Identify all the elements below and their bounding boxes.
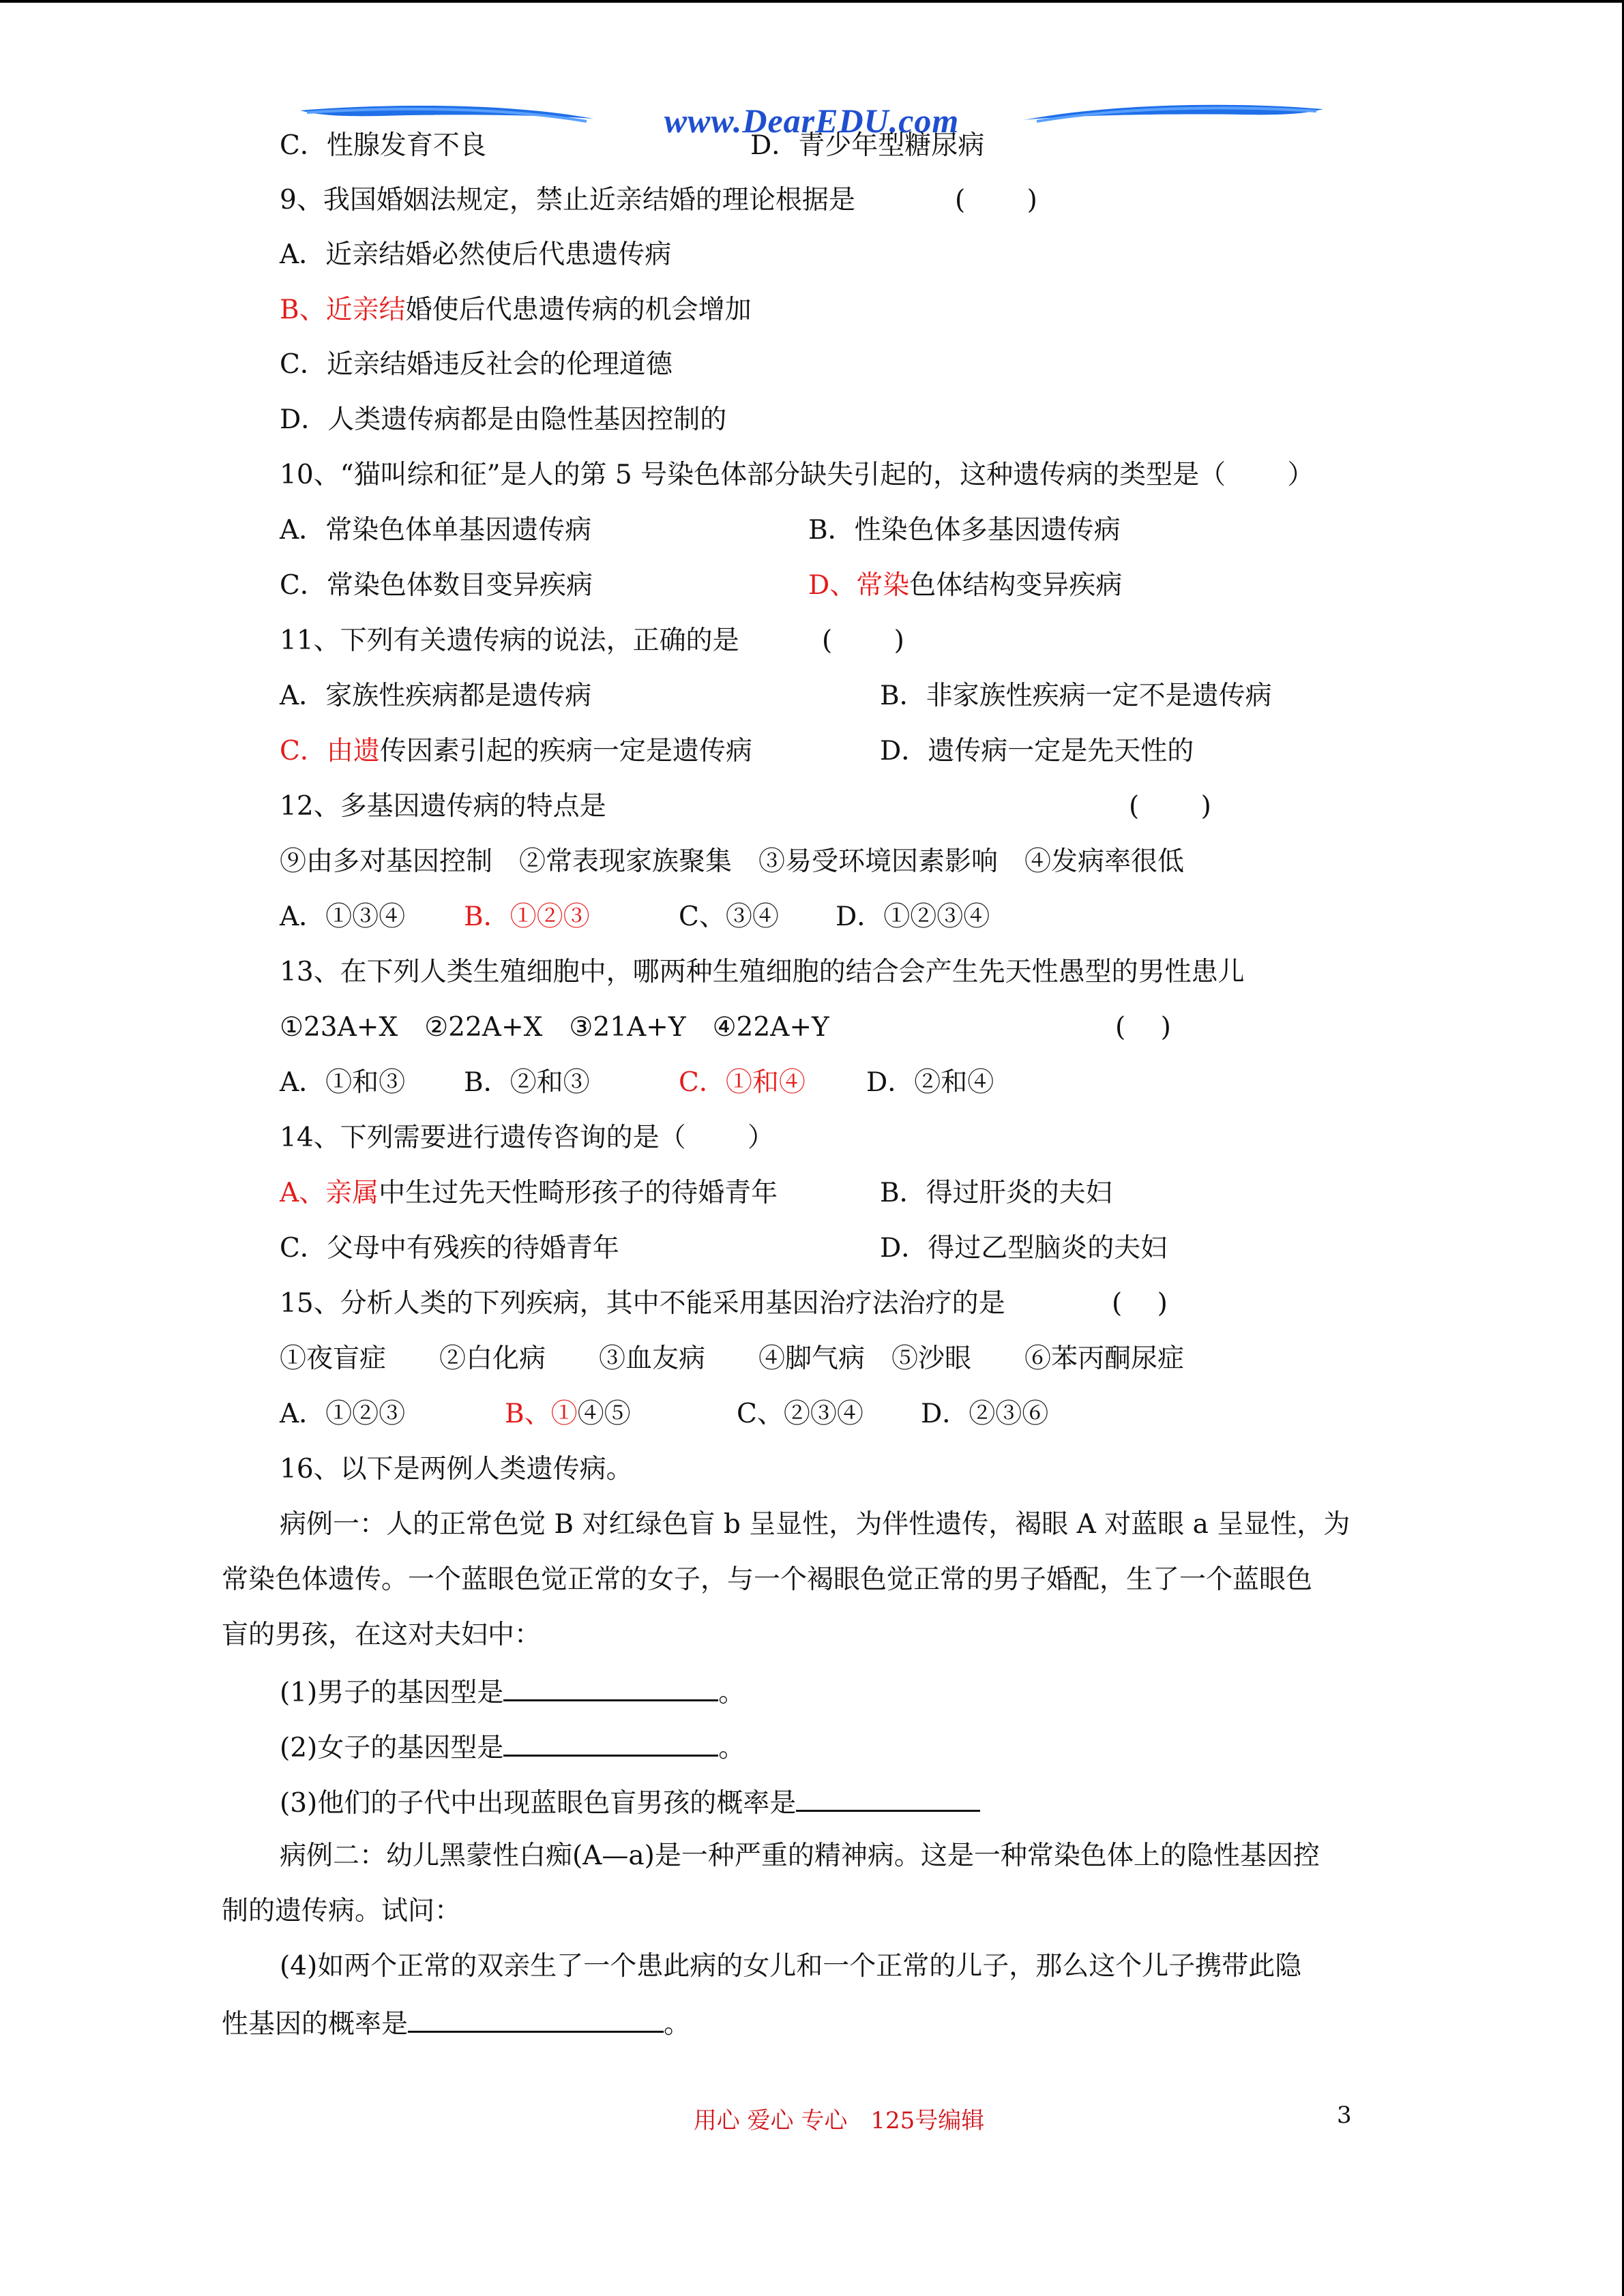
text-segment: B．性染色体多基因遗传病: [808, 515, 1121, 546]
text-segment: 14、下列需要进行遗传咨询的是（ ）: [280, 1122, 775, 1153]
text-segment: 9、我国婚姻法规定，禁止近亲结婚的理论根据是: [280, 185, 855, 215]
text-segment: ( ): [1115, 1012, 1171, 1043]
answer-highlight: D、常染: [808, 570, 910, 601]
text-line: [955, 183, 1037, 218]
answer-highlight: C．由遗: [280, 736, 380, 766]
text-line: [679, 1066, 806, 1100]
text-line: [880, 679, 1272, 713]
text-line: [280, 1397, 405, 1431]
text-line: [222, 1618, 541, 1652]
text-line: [222, 1563, 1312, 1597]
text-segment: C．近亲结婚违反社会的伦理道德: [280, 349, 673, 380]
text-segment: 传因素引起的疾病一定是遗传病: [379, 736, 752, 766]
text-line: [866, 1066, 994, 1100]
text-line: [280, 790, 606, 824]
text-segment: (1)男子的基因型是: [280, 1678, 504, 1708]
text-segment: C．性腺发育不良: [280, 130, 486, 161]
text-line: [280, 1287, 1005, 1321]
text-line: [280, 1232, 619, 1266]
text-line: [280, 1176, 778, 1210]
text-segment: 中生过先天性畸形孩子的待婚青年: [379, 1178, 778, 1208]
text-line: [808, 569, 1122, 603]
text-segment: D．青少年型糖尿病: [750, 130, 985, 161]
answer-blank[interactable]: [796, 1784, 980, 1812]
text-line: [836, 900, 990, 934]
text-segment: A．常染色体单基因遗传病: [280, 515, 592, 546]
text-segment: 性基因的概率是: [222, 2009, 409, 2040]
text-segment: A．①③④: [280, 901, 406, 932]
text-line: [1129, 790, 1211, 824]
text-segment: (3)他们的子代中出现蓝眼色盲男孩的概率是: [280, 1788, 797, 1819]
text-segment: C、②③④: [737, 1399, 863, 1429]
answer-blank[interactable]: [503, 1673, 718, 1701]
page-number: 3: [1337, 2102, 1352, 2129]
text-line: [280, 1508, 1350, 1542]
text-segment: ①夜盲症 ②白化病 ③血友病 ④脚气病 ⑤沙眼 ⑥苯丙酮尿症: [280, 1343, 1185, 1374]
text-line: [679, 900, 779, 934]
text-line: [737, 1397, 863, 1431]
text-line: [280, 1729, 745, 1763]
text-line: [280, 679, 591, 713]
text-segment: 12、多基因遗传病的特点是: [280, 791, 606, 822]
text-segment: 16、以下是两例人类遗传病。: [280, 1454, 633, 1485]
text-segment: B．②和③: [464, 1067, 590, 1098]
answer-highlight: B．①②③: [464, 901, 590, 932]
text-line: [880, 734, 1194, 769]
text-segment: B．得过肝炎的夫妇: [880, 1178, 1112, 1208]
text-segment: D．人类遗传病都是由隐性基因控制的: [280, 404, 727, 435]
text-line: [1115, 1011, 1171, 1045]
text-segment: B．非家族性疾病一定不是遗传病: [880, 681, 1272, 711]
text-segment: (2)女子的基因型是: [280, 1733, 504, 1763]
text-segment: A．近亲结婚必然使后代患遗传病: [280, 239, 672, 270]
text-segment: C．父母中有残疾的待婚青年: [280, 1233, 619, 1264]
text-line: [280, 183, 855, 218]
text-segment: C、③④: [679, 901, 779, 932]
text-line: [280, 293, 752, 327]
text-line: [880, 1232, 1167, 1266]
text-line: [880, 1176, 1112, 1210]
text-line: [280, 1011, 829, 1045]
text-segment: 色体结构变异疾病: [909, 570, 1123, 601]
text-segment: ( ): [1129, 791, 1211, 822]
text-line: [464, 1066, 590, 1100]
text-segment: D．①②③④: [836, 901, 990, 932]
text-segment: (4)如两个正常的双亲生了一个患此病的女儿和一个正常的儿子，那么这个儿子携带此隐: [280, 1951, 1302, 1982]
text-segment: ( ): [955, 185, 1037, 215]
text-segment: 。: [718, 1678, 745, 1708]
text-line: [280, 348, 673, 382]
text-segment: ⑨由多对基因控制 ②常表现家族聚集 ③易受环境因素影响 ④发病率很低: [280, 846, 1185, 877]
text-segment: D．②和④: [866, 1067, 994, 1098]
text-segment: ( ): [1112, 1288, 1168, 1319]
text-line: [280, 458, 1314, 492]
text-segment: 常染色体遗传。一个蓝眼色觉正常的女子，与一个褐眼色觉正常的男子婚配，生了一个蓝眼色: [222, 1564, 1313, 1595]
text-line: [280, 1950, 1301, 1984]
text-line: [464, 900, 590, 934]
text-segment: 病例一：人的正常色觉 B 对红绿色盲 b 呈显性，为伴性遗传，褐眼 A 对蓝眼 a 呈显性，为: [280, 1509, 1350, 1540]
site-name[interactable]: www.DearEDU.com: [664, 102, 960, 140]
text-segment: 15、分析人类的下列疾病，其中不能采用基因治疗法治疗的是: [280, 1288, 1005, 1319]
text-line: [280, 1673, 745, 1708]
text-line: [921, 1397, 1048, 1431]
text-segment: 11、下列有关遗传病的说法，正确的是: [280, 625, 739, 656]
text-segment: D．遗传病一定是先天性的: [880, 736, 1194, 766]
text-line: [280, 1784, 980, 1818]
text-segment: 。: [664, 2009, 691, 2040]
answer-highlight: B、①: [505, 1399, 578, 1429]
text-segment: 13、在下列人类生殖细胞中，哪两种生殖细胞的结合会产生先天性愚型的男性患儿: [280, 957, 1245, 987]
answer-highlight: B、近亲结: [280, 295, 406, 325]
text-line: [280, 734, 752, 769]
answer-highlight: C．①和④: [679, 1067, 806, 1098]
text-line: [280, 955, 1245, 989]
text-line: [280, 1121, 774, 1155]
answer-highlight: A、亲属: [280, 1178, 379, 1208]
text-line: [280, 900, 405, 934]
answer-blank[interactable]: [503, 1729, 718, 1757]
text-line: [280, 238, 671, 272]
text-segment: A．家族性疾病都是遗传病: [280, 681, 592, 711]
text-segment: D．得过乙型脑炎的夫妇: [880, 1233, 1168, 1264]
text-line: [280, 1342, 1184, 1376]
text-segment: A．①和③: [280, 1067, 406, 1098]
text-segment: ①23A+X ②22A+X ③21A+Y ④22A+Y: [280, 1012, 829, 1043]
text-line: [280, 403, 726, 437]
text-segment: ( ): [822, 625, 904, 656]
text-segment: 婚使后代患遗传病的机会增加: [405, 295, 752, 325]
text-line: [750, 129, 984, 163]
text-line: [280, 1839, 1320, 1873]
text-line: [808, 513, 1121, 548]
text-line: [822, 624, 904, 658]
text-line: [1112, 1287, 1168, 1321]
text-line: [280, 129, 486, 163]
text-segment: A．①②③: [280, 1399, 406, 1429]
text-line: [280, 1452, 633, 1487]
text-segment: C．常染色体数目变异疾病: [280, 570, 593, 601]
text-line: [280, 513, 591, 548]
text-segment: 病例二：幼儿黑蒙性白痴(A—a)是一种严重的精神病。这是一种常染色体上的隐性基因控: [280, 1840, 1320, 1871]
text-line: [280, 845, 1184, 879]
text-line: [280, 569, 593, 603]
text-segment: 制的遗传病。试问：: [222, 1896, 462, 1926]
text-segment: 。: [718, 1733, 745, 1763]
text-segment: 盲的男孩，在这对夫妇中：: [222, 1620, 542, 1650]
answer-blank[interactable]: [408, 2005, 664, 2033]
text-line: [280, 624, 739, 658]
text-segment: 10、“猫叫综和征”是人的第 5 号染色体部分缺失引起的，这种遗传病的类型是（ ）: [280, 460, 1314, 490]
text-line: [280, 1066, 405, 1100]
text-line: [505, 1397, 631, 1431]
text-line: [222, 2005, 690, 2039]
text-segment: ④⑤: [577, 1399, 631, 1429]
footer-text: 用心 爱心 专心 125号编辑: [693, 2107, 985, 2134]
text-segment: D．②③⑥: [921, 1399, 1049, 1429]
text-line: [222, 1894, 461, 1928]
